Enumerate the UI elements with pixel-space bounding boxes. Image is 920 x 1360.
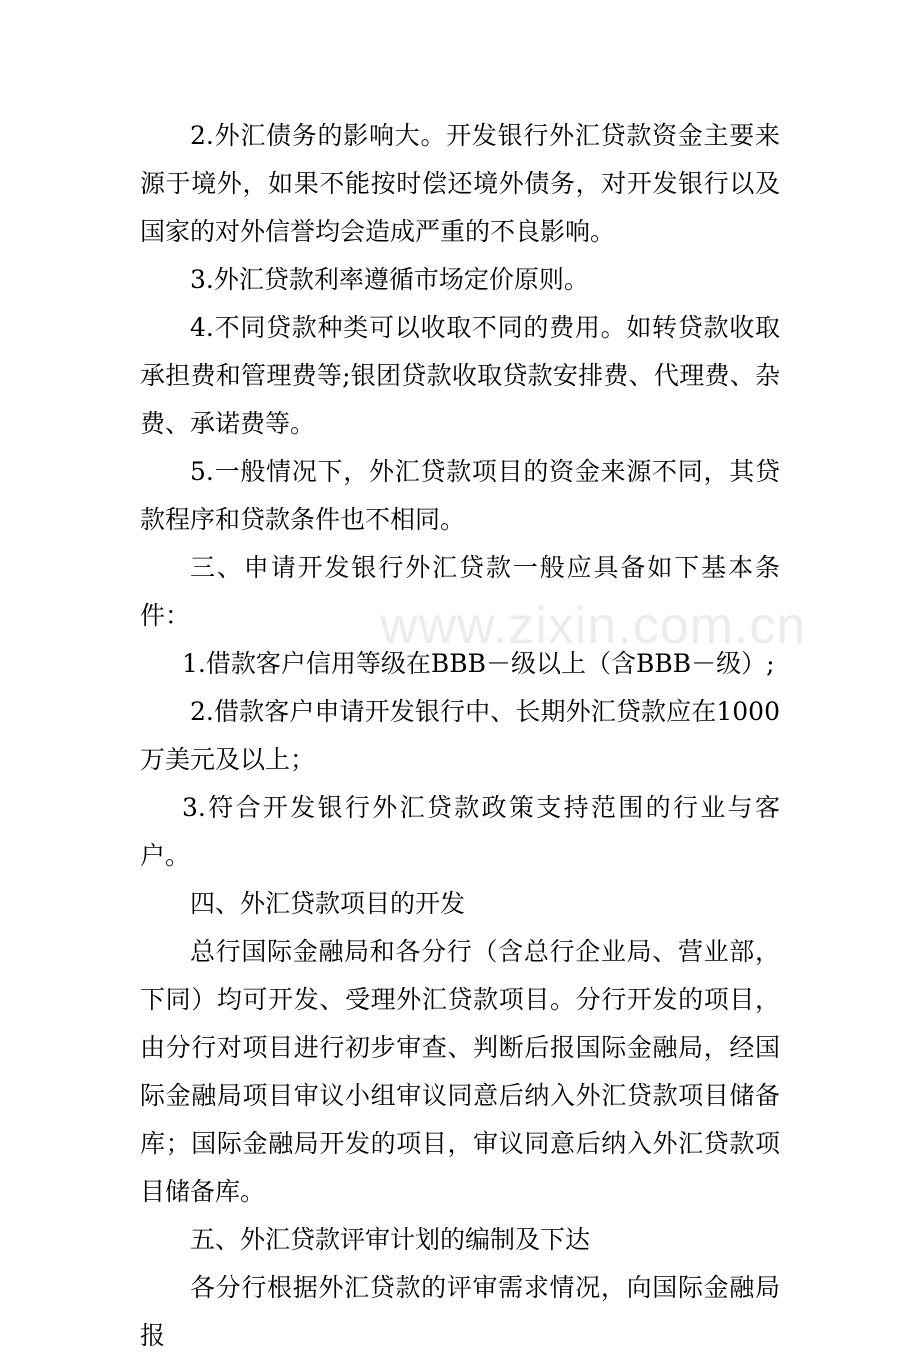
paragraph-loan-amount: 2.借款客户申请开发银行中、长期外汇贷款应在1000万美元及以上；: [140, 697, 780, 774]
section-heading-review-plan: 五、外汇贷款评审计划的编制及下达: [190, 1225, 591, 1254]
paragraph-project-development: 总行国际金融局和各分行（含总行企业局、营业部，下同）均可开发、受理外汇贷款项目。分行开发的项目，由分行对项目进行初步审查、判断后报国际金融局，经国际金融局项目审议小组审议同意后纳入外汇贷款项目储备库；国际金融局开发的项目，审议同意后纳入外汇贷款项目储备库。: [140, 937, 780, 1206]
watermark: www.zixin.com.cn: [380, 597, 807, 655]
paragraph-credit-rating: 1.借款客户信用等级在BBB－级以上（含BBB－级）;: [182, 649, 775, 678]
paragraph-foreign-debt-impact: 2.外汇债务的影响大。开发银行外汇贷款资金主要来源于境外，如果不能按时偿还境外债务，对开发银行以及国家的对外信誉均会造成严重的不良影响。: [140, 121, 780, 246]
paragraph-funding-sources: 5.一般情况下，外汇贷款项目的资金来源不同，其贷款程序和贷款条件也不相同。: [140, 457, 780, 534]
paragraph-fees: 4.不同贷款种类可以收取不同的费用。如转贷款收取承担费和管理费等;银团贷款收取贷款安排费、代理费、杂费、承诺费等。: [140, 313, 780, 438]
document-body: [140, 112, 780, 1360]
section-heading-project-development: 四、外汇贷款项目的开发: [190, 889, 466, 918]
paragraph-review-plan: 各分行根据外汇贷款的评审需求情况，向国际金融局报: [140, 1273, 780, 1350]
paragraph-interest-rate: 3.外汇贷款利率遵循市场定价原则。: [190, 265, 589, 294]
paragraph-policy-scope: 3.符合开发银行外汇贷款政策支持范围的行业与客户。: [140, 793, 780, 870]
section-heading-conditions: 三、申请开发银行外汇贷款一般应具备如下基本条件：: [140, 553, 780, 630]
